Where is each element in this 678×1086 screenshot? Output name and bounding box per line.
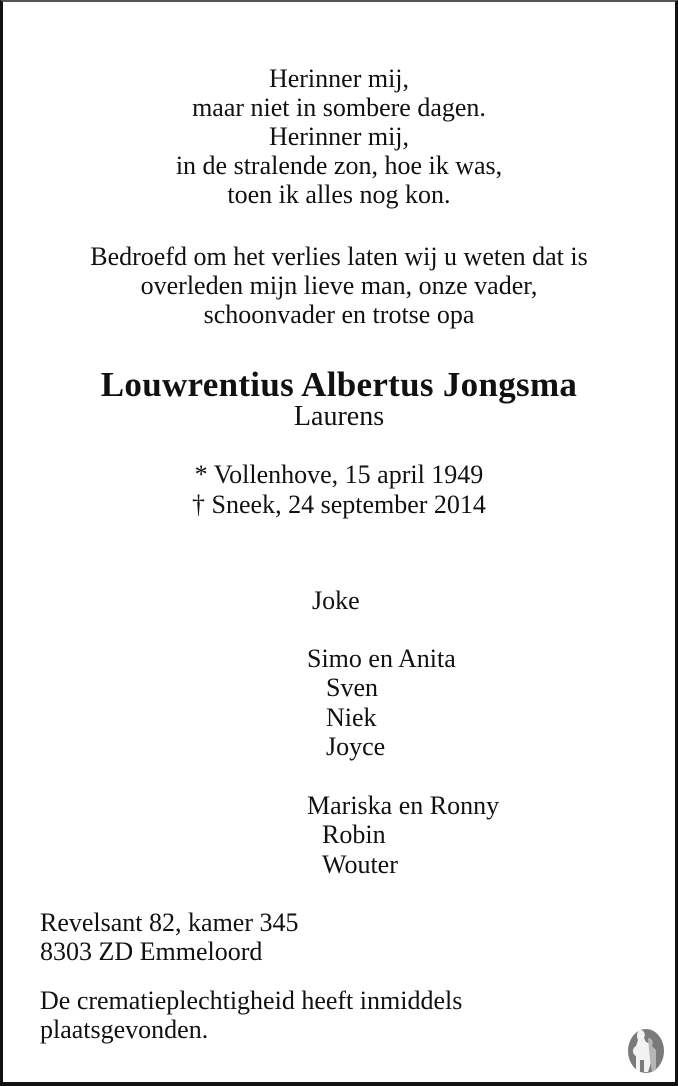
address-line-1: Revelsant 82, kamer 345	[40, 908, 299, 937]
family-group-2	[307, 791, 499, 879]
poem-line: Herinner mij,	[268, 64, 410, 93]
parents-names: Simo en Anita	[307, 644, 456, 673]
grandchild-name: Sven	[326, 673, 378, 703]
birth-info: * Vollenhove, 15 april 1949	[194, 460, 484, 489]
parents-names: Mariska en Ronny	[307, 791, 500, 820]
grandchild-name: Joyce	[326, 731, 386, 761]
grandchild-name: Niek	[326, 702, 377, 732]
poem-line: Herinner mij,	[268, 122, 410, 151]
intro-line: schoonvader en trotse opa	[203, 300, 475, 329]
intro-line: Bedroefd om het verlies laten wij u weten dat is	[90, 242, 588, 271]
grandchild-name: Wouter	[322, 849, 398, 879]
poem-line: toen ik alles nog kon.	[227, 180, 451, 209]
grandchild-name: Robin	[322, 820, 386, 850]
poem-line: in de stralende zon, hoe ik was,	[175, 151, 503, 180]
deceased-full-name: Louwrentius Albertus Jongsma	[100, 365, 578, 404]
address-line-2: 8303 ZD Emmeloord	[40, 937, 263, 966]
poem	[3, 64, 675, 209]
embracing-figures-icon	[622, 1026, 670, 1074]
spouse-name: Joke	[312, 586, 360, 615]
closing-line-1: De crematieplechtigheid heeft inmiddels	[40, 986, 463, 1015]
death-info: † Sneek, 24 september 2014	[192, 490, 486, 519]
deceased-nickname: Laurens	[293, 401, 385, 432]
intro-line: overleden mijn lieve man, onze vader,	[140, 271, 538, 300]
address	[40, 908, 299, 966]
family-group-1	[307, 644, 456, 761]
announcement-intro	[3, 242, 675, 329]
closing-line-2: plaatsgevonden.	[40, 1015, 209, 1044]
closing-note	[40, 986, 462, 1044]
poem-line: maar niet in sombere dagen.	[192, 93, 486, 122]
